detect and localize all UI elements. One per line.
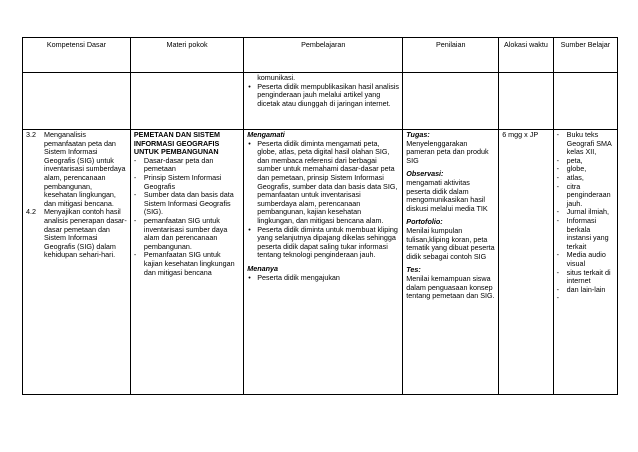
kd-number: 3.2 [26, 130, 36, 139]
observasi-label: Observasi: [406, 169, 444, 179]
mengamati-item: • Peserta didik diminta mengamati peta, globe, atlas, peta digital hasil olahan SIG, dan membaca referensi dari berbagai sumber untuk memahami dasar-dasar peta dan pemetaan, prinsip Sistem Informasi Geografis, sumber data dan basis data SIG, pemanfaatan untuk inventarisasi sumberdaya alam, perencanaan pembangunan, kajian kesehatan lingkungan, dan mitigasi bencana alam. [247, 140, 399, 226]
kd-text: Menganalisis pemanfaatan peta dan Sistem Informasi Geografis (SIG) untuk inventarisasi sumberdaya alam, perencanaan pembangunan, kesehatan lingkungan, dan mitigasi bencana. [44, 130, 126, 208]
header-alokasi-waktu: Alokasi waktu [499, 38, 553, 73]
table-row [23, 73, 618, 130]
cell-kompetensi-dasar [23, 130, 131, 395]
cell-pembelajaran [244, 130, 403, 395]
menanya-item: • Peserta didik mengajukan [247, 274, 399, 283]
portofolio-text: Menilai kumpulan tulisan,kliping koran, peta tematik yang dibuat peserta didik sebagai contoh SIG [406, 225, 495, 261]
kd-item [26, 131, 127, 208]
sumber-item: - dan lain-lain [557, 286, 614, 295]
cell-penilaian-empty [403, 73, 499, 130]
pembelajaran-continued-text: komunikasi. [257, 73, 296, 82]
sumber-item: - citra penginderaan jauh. [557, 183, 614, 209]
materi-item: - Pemanfaatan SIG untuk kajian kesehatan lingkungan dan mitigasi bencana [134, 251, 240, 277]
cell-sumber-empty [553, 73, 617, 130]
cell-kd-empty [23, 73, 131, 130]
cell-alokasi-empty [499, 73, 553, 130]
header-pembelajaran: Pembelajaran [244, 38, 403, 73]
pembelajaran-bullet: • Peserta didik mempublikasikan hasil analisis penginderaan jauh melalui artikel yang dicetak atau diunggah di jaringan internet. [247, 83, 399, 109]
sumber-item: - Informasi berkala instansi yang terkait [557, 217, 614, 251]
lesson-plan-table [22, 37, 618, 395]
cell-pembelajaran-continued [244, 73, 403, 130]
sumber-item: - Jurnal ilmiah, [557, 208, 614, 217]
table-row [23, 130, 618, 395]
tes-text: Menilai kemampuan siswa dalam penguasaan konsep tentang pemetaan dan SIG. [406, 273, 495, 301]
kd-number: 4.2 [26, 207, 36, 217]
cell-materi-pokok [130, 130, 243, 395]
sumber-item-empty [557, 294, 614, 302]
tes-label: Tes: [406, 265, 421, 275]
tugas-label: Tugas: [406, 130, 430, 139]
materi-title: PEMETAAN DAN SISTEM INFORMASI GEOGRAFIS UNTUK PEMBANGUNAN [133, 130, 220, 157]
kd-item [26, 208, 127, 260]
header-kompetensi-dasar: Kompetensi Dasar [23, 38, 131, 73]
materi-item: - Prinsip Sistem Informasi Geografis [134, 174, 240, 191]
observasi-text: mengamati aktivitas peserta didik dalam mengomunikasikan hasil diskusi melalui media TIK [406, 177, 488, 213]
portofolio-label: Portofolio: [406, 217, 443, 227]
mengamati-item: • Peserta didik diminta untuk membuat kliping yang selanjutnya dipajang dikelas sehingga peserta didik dapat saling tukar informasi tentang teknologi penginderaan jauh. [247, 226, 399, 260]
cell-sumber-belajar [553, 130, 617, 395]
header-row [23, 38, 618, 73]
sumber-item: - globe, [557, 165, 614, 174]
menanya-label: Menanya [247, 263, 278, 273]
materi-item: - pemanfaatan SIG untuk inventarisasi sumber daya alam dan perencanaan pembangunan. [134, 217, 240, 251]
sumber-item: - peta, [557, 157, 614, 166]
materi-item: - Dasar-dasar peta dan pemetaan [134, 157, 240, 174]
tugas-text: Menyelenggarakan pameran peta dan produk SIG [406, 138, 489, 165]
sumber-item: - Buku teks Geografi SMA kelas XII, [557, 131, 614, 157]
mengamati-label: Mengamati [247, 130, 285, 139]
header-materi-pokok: Materi pokok [130, 38, 243, 73]
sumber-item: - Media audio visual [557, 251, 614, 268]
header-penilaian: Penilaian [403, 38, 499, 73]
materi-item: - Sumber data dan basis data Sistem Informasi Geografis (SIG). [134, 191, 240, 217]
header-sumber-belajar: Sumber Belajar [553, 38, 617, 73]
cell-penilaian [403, 130, 499, 395]
sumber-item: - atlas, [557, 174, 614, 183]
cell-alokasi-waktu: 6 mgg x JP [499, 130, 553, 395]
kd-text: Menyajikan contoh hasil analisis penerapan dasar-dasar pemetaan dan Sistem Informasi Geografis (SIG) dalam kehidupan sehari-hari. [44, 207, 127, 260]
cell-materi-empty [130, 73, 243, 130]
sumber-item: - situs terkait di internet [557, 269, 614, 286]
